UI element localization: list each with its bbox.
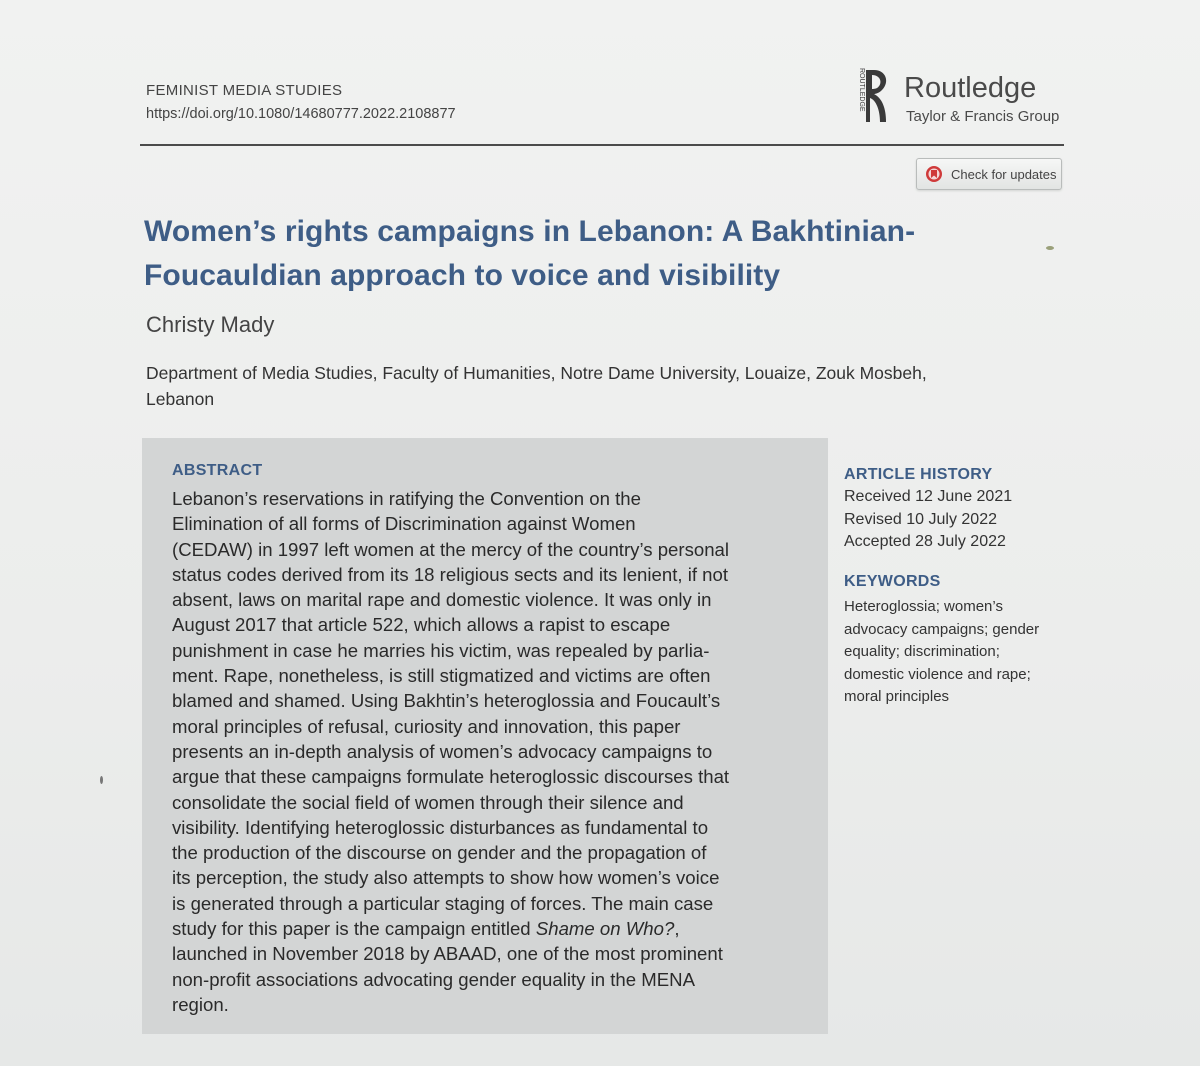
keyword-line: advocacy campaigns; gender: [844, 620, 1040, 638]
publisher-vertical-text: ROUTLEDGE: [858, 68, 865, 112]
abstract-line: absent, laws on marital rape and domestic violence. It was only in: [172, 589, 712, 611]
publisher-logo: [852, 64, 1072, 134]
article-title: [144, 210, 1044, 298]
keywords-heading: KEYWORDS: [844, 573, 941, 590]
keyword-line: domestic violence and rape;: [844, 665, 1031, 683]
abstract-line: study for this paper is the campaign entitled Shame on Who?,: [172, 918, 680, 940]
abstract-line: ment. Rape, nonetheless, is still stigmatized and victims are often: [172, 665, 711, 687]
affiliation-line: Department of Media Studies, Faculty of Humanities, Notre Dame University, Louaize, Zouk Mosbeh,: [146, 363, 927, 383]
abstract-heading: ABSTRACT: [172, 462, 263, 479]
abstract-line: consolidate the social field of women through their silence and: [172, 791, 684, 813]
abstract-line: status codes derived from its 18 religious sects and its lenient, if not: [172, 563, 729, 585]
keyword-line: moral principles: [844, 688, 950, 705]
keywords-list: [844, 596, 1074, 709]
journal-name: FEMINIST MEDIA STUDIES: [146, 82, 343, 99]
abstract-line: August 2017 that article 522, which allows a rapist to escape: [172, 614, 671, 636]
author-name[interactable]: Christy Mady: [146, 312, 275, 337]
revised-date: Revised 10 July 2022: [844, 510, 997, 528]
abstract-line: (CEDAW) in 1997 left women at the mercy of the country’s personal: [172, 538, 730, 560]
routledge-logo-icon: [852, 64, 900, 126]
article-history: [844, 486, 1012, 554]
abstract-line: blamed and shamed. Using Bakhtin’s heteroglossia and Foucault’s: [172, 690, 721, 712]
affiliation-line: Lebanon: [146, 389, 215, 409]
publisher-name: Routledge: [904, 72, 1037, 104]
abstract-line: visibility. Identifying heteroglossic disturbances as fundamental to: [172, 816, 709, 838]
abstract-line: Lebanon’s reservations in ratifying the Convention on the: [172, 488, 641, 509]
received-date: Received 12 June 2021: [844, 488, 1013, 505]
check-for-updates-label: Check for updates: [951, 166, 1057, 182]
abstract-line: launched in November 2018 by ABAAD, one of the most prominent: [172, 943, 723, 965]
publisher-group: Taylor & Francis Group: [906, 108, 1060, 125]
doi-link[interactable]: https://doi.org/10.1080/14680777.2022.2108877: [146, 106, 456, 122]
affiliation: [146, 360, 1046, 412]
abstract-line: is generated through a particular staging of forces. The main case: [172, 892, 714, 914]
abstract-line: region.: [172, 993, 229, 1015]
article-title-line: Women’s rights campaigns in Lebanon: A Bakhtinian-: [144, 215, 916, 248]
abstract-line: moral principles of refusal, curiosity and innovation, this paper: [172, 715, 681, 737]
check-for-updates-button[interactable]: [916, 158, 1062, 190]
keyword-line: equality; discrimination;: [844, 643, 1000, 660]
dust-speck: [1046, 246, 1054, 250]
dust-speck: [100, 776, 103, 784]
abstract-line: non-profit associations advocating gender equality in the MENA: [172, 968, 695, 990]
keyword-line: Heteroglossia; women’s: [844, 598, 1003, 615]
accepted-date: Accepted 28 July 2022: [844, 533, 1006, 550]
abstract-text: [172, 486, 800, 1017]
article-title-line: Foucauldian approach to voice and visibility: [144, 259, 781, 292]
crossmark-icon: [925, 165, 943, 183]
campaign-title: Shame on Who?: [535, 918, 675, 940]
article-history-heading: ARTICLE HISTORY: [844, 466, 993, 483]
abstract-line: its perception, the study also attempts to show how women’s voice: [172, 867, 720, 889]
abstract-line: argue that these campaigns formulate heteroglossic discourses that: [172, 766, 730, 788]
header-divider: [140, 144, 1064, 146]
abstract-line: the production of the discourse on gender and the propagation of: [172, 842, 707, 864]
abstract-line: presents an in-depth analysis of women’s advocacy campaigns to: [172, 740, 713, 762]
abstract-line: punishment in case he marries his victim, was repealed by parlia-: [172, 639, 710, 661]
abstract-line: Elimination of all forms of Discrimination against Women: [172, 513, 636, 535]
